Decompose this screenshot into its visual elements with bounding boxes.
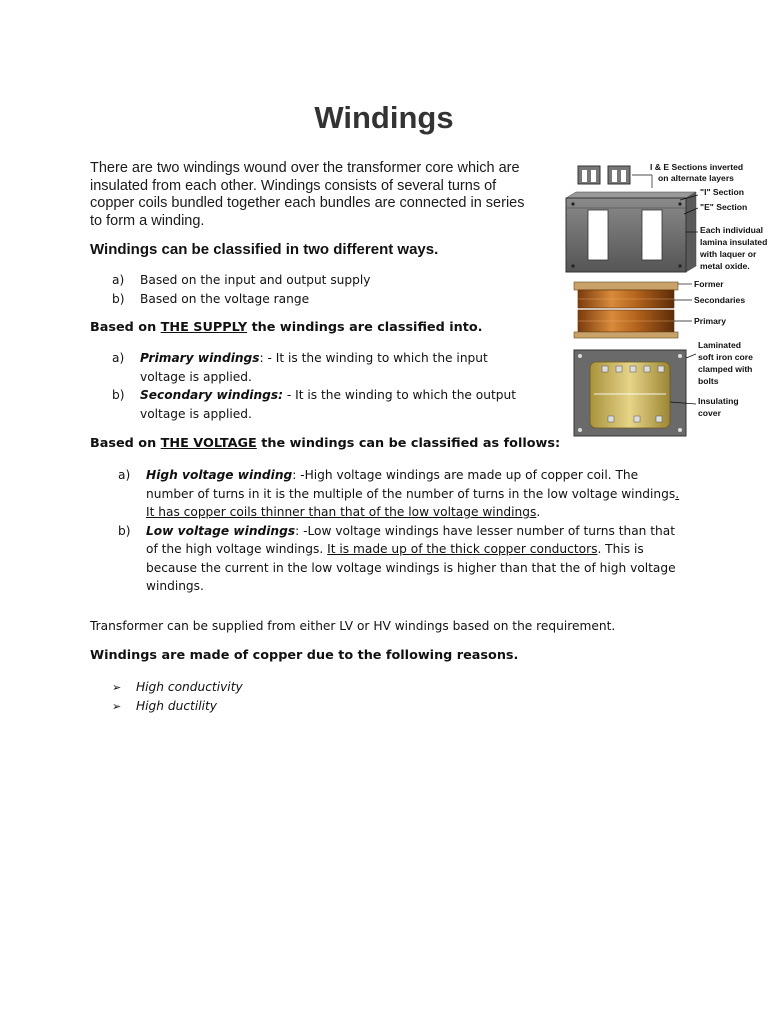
term-low-voltage: Low voltage windings xyxy=(146,523,296,538)
list-marker: b) xyxy=(118,523,131,538)
label-e-section: "E" Section xyxy=(700,202,748,212)
label-sections-inverted: I & E Sections inverted on alternate layers xyxy=(650,162,744,183)
label-primary: Primary xyxy=(694,316,727,326)
label-i-section: "I" Section xyxy=(700,187,744,197)
list-marker: a) xyxy=(112,273,125,287)
list-item xyxy=(118,522,683,596)
transformer-figure xyxy=(560,158,768,438)
heading-underlined: THE VOLTAGE xyxy=(160,436,257,451)
list-item xyxy=(112,290,370,309)
list-item-text: : -High voltage windings are made up of copper coil. The number of turns in it is the multiple of the number of turns in the low voltage windings xyxy=(146,468,676,501)
classification-list xyxy=(112,271,370,308)
voltage-heading xyxy=(90,436,560,451)
list-item xyxy=(112,697,243,716)
label-secondaries: Secondaries xyxy=(694,295,746,305)
list-item xyxy=(112,271,370,290)
heading-suffix: the windings can be classified as follows: xyxy=(256,436,561,451)
reasons-list xyxy=(112,678,243,715)
arrow-bullet-icon: ➢ xyxy=(112,681,122,694)
list-item-text: : -Low voltage windings have lesser number of turns than that of the high voltage windings. xyxy=(146,523,676,556)
list-item-text: High ductility xyxy=(136,698,217,713)
label-insulating-cover: Insulating cover xyxy=(698,396,739,418)
heading-underlined: THE SUPPLY xyxy=(160,320,248,335)
classification-heading: Windings can be classified in two different ways. xyxy=(90,241,439,258)
page-title: Windings xyxy=(314,100,454,135)
list-item-tail: . xyxy=(536,505,541,519)
heading-prefix: Based on xyxy=(90,436,161,451)
list-item-text: - It is the winding to which the output voltage is applied. xyxy=(140,388,516,421)
transformer-diagram xyxy=(560,158,768,438)
label-lamina: Each individual lamina insulated with laquer or metal oxide. xyxy=(700,225,768,271)
list-item xyxy=(118,466,683,522)
list-marker: a) xyxy=(112,351,125,365)
list-marker: a) xyxy=(118,468,131,482)
reasons-heading: Windings are made of copper due to the following reasons. xyxy=(90,648,519,663)
ie-sections-icon xyxy=(578,166,630,184)
label-core: Laminated soft iron core clamped with bolts xyxy=(698,340,753,386)
list-marker: b) xyxy=(112,291,125,306)
list-item-text: Based on the voltage range xyxy=(140,291,310,306)
copper-coil-icon xyxy=(574,282,678,338)
voltage-types-list xyxy=(118,466,683,596)
label-former: Former xyxy=(694,279,724,289)
supply-types-list xyxy=(112,349,532,423)
underlined-text: It is made up of the thick copper conductors xyxy=(327,542,598,556)
lv-hv-note: Transformer can be supplied from either LV or HV windings based on the requirement. xyxy=(90,619,616,633)
intro-paragraph: There are two windings wound over the transformer core which are insulated from each other. Windings consists of several turns of copper coils bundled together each bundles are connected in series to form a winding. xyxy=(90,160,525,229)
list-item-tail: . This is because the current in the low voltage windings is higher than that the of high voltage windings. xyxy=(146,542,676,593)
list-marker: b) xyxy=(112,388,125,402)
list-item-text: High conductivity xyxy=(136,680,243,694)
arrow-bullet-icon: ➢ xyxy=(112,699,122,713)
underlined-text: . It has copper coils thinner than that of the low voltage windings xyxy=(146,486,680,519)
list-item-text: Based on the input and output supply xyxy=(140,273,371,287)
term-secondary: Secondary windings: xyxy=(140,388,284,402)
term-high-voltage: High voltage winding xyxy=(146,468,293,482)
heading-suffix: the windings are classified into. xyxy=(247,320,483,335)
heading-prefix: Based on xyxy=(90,320,161,335)
list-item xyxy=(112,386,532,423)
supply-heading xyxy=(90,320,483,335)
term-primary: Primary windings xyxy=(140,351,260,365)
list-item xyxy=(112,678,243,697)
laminated-core-icon xyxy=(566,192,696,272)
list-item-text: : - It is the winding to which the input voltage is applied. xyxy=(140,351,488,384)
list-item xyxy=(112,349,532,386)
insulated-core-icon xyxy=(574,350,686,436)
